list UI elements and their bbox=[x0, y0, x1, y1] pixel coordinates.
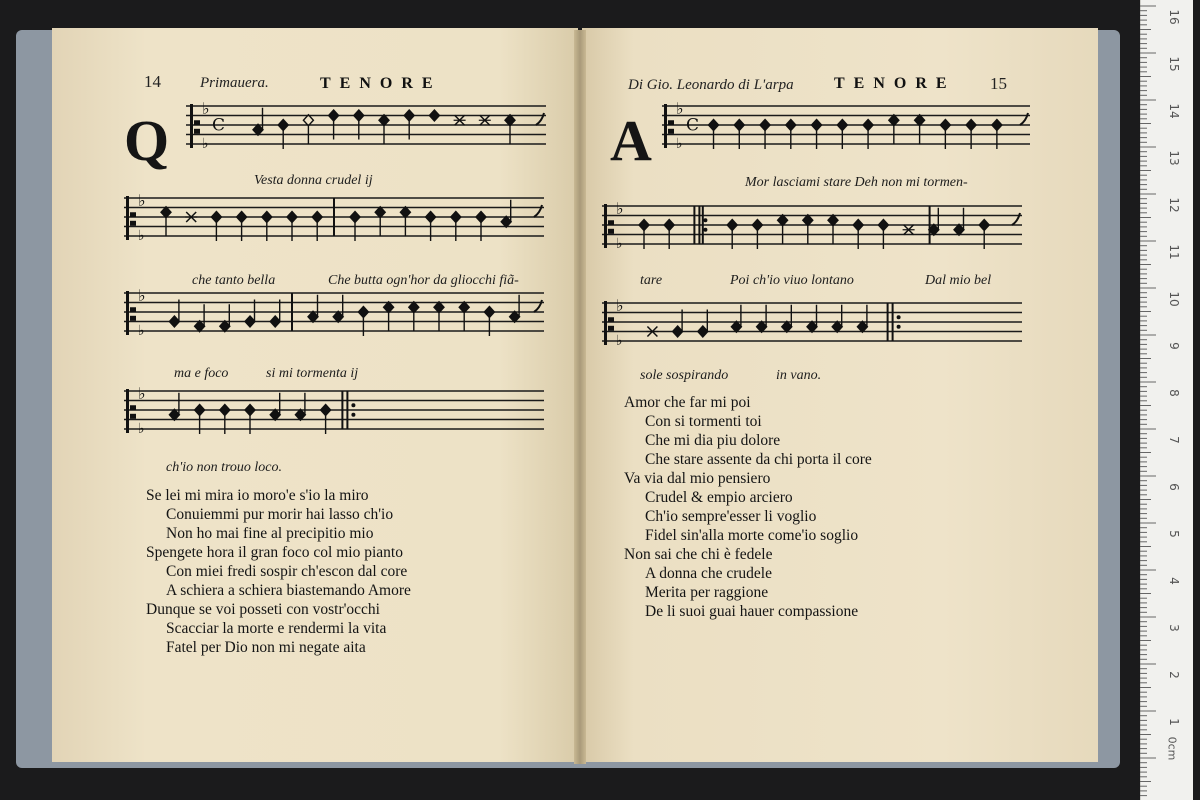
ruler-unit-label: 0cm bbox=[1165, 736, 1179, 761]
note bbox=[459, 302, 469, 332]
verse-line: Va via dal mio pensiero bbox=[624, 470, 771, 487]
left-running-title: Primauera. bbox=[200, 75, 269, 91]
sharp-sign bbox=[454, 115, 466, 125]
lyric-line: Poi ch'io viuo lontano bbox=[730, 273, 854, 288]
note bbox=[169, 300, 179, 328]
note bbox=[253, 108, 263, 136]
lyric-line: in vano. bbox=[776, 368, 822, 383]
note bbox=[889, 115, 899, 145]
note bbox=[698, 310, 708, 338]
note bbox=[295, 393, 305, 421]
music-staff bbox=[662, 100, 1030, 156]
left-folio: 14 bbox=[144, 72, 161, 91]
note bbox=[384, 302, 394, 332]
lyric-line: ma e foco bbox=[174, 366, 229, 381]
verse-line: Crudel & empio arciero bbox=[645, 489, 793, 506]
flat-sign: ♭ bbox=[138, 191, 146, 210]
ruler-number: 5 bbox=[1167, 530, 1181, 538]
verse-line: A schiera a schiera biastemando Amore bbox=[166, 582, 411, 599]
lyric-line: si mi tormenta ij bbox=[266, 366, 359, 381]
c-clef bbox=[126, 196, 136, 240]
music-staff bbox=[602, 200, 1022, 256]
note bbox=[803, 215, 813, 245]
music-staff bbox=[124, 287, 544, 343]
note bbox=[270, 393, 280, 421]
verse-line: Fatel per Dio non mi negate aita bbox=[166, 639, 366, 656]
note bbox=[303, 115, 313, 145]
note bbox=[161, 207, 171, 237]
note bbox=[308, 295, 318, 323]
ruler-number: 7 bbox=[1167, 436, 1181, 444]
ruler-number: 8 bbox=[1167, 389, 1181, 397]
ruler-number: 1 bbox=[1167, 718, 1181, 726]
ruler-number: 2 bbox=[1167, 671, 1181, 679]
ruler-number: 4 bbox=[1167, 577, 1181, 585]
c-clef bbox=[604, 301, 614, 345]
verse-line: Con si tormenti toi bbox=[645, 413, 762, 430]
note bbox=[429, 110, 439, 121]
note bbox=[673, 310, 683, 338]
note bbox=[434, 302, 444, 332]
flat-sign: ♭ bbox=[138, 228, 145, 244]
music-staff bbox=[186, 100, 546, 156]
note bbox=[505, 115, 515, 145]
ruler-number: 11 bbox=[1167, 244, 1181, 260]
flat-sign: ♭ bbox=[202, 136, 209, 152]
c-clef bbox=[190, 104, 200, 148]
verse-line: Conuiemmi pur morir hai lasso ch'io bbox=[166, 506, 394, 523]
verse-line: Dunque se voi posseti con vostr'occhi bbox=[146, 601, 380, 618]
note bbox=[807, 305, 817, 333]
lyric-line: Mor lasciami stare Deh non mi tormen- bbox=[745, 175, 968, 190]
left-voice-label: TENORE bbox=[320, 75, 442, 92]
verse-line: Non sai che chi è fedele bbox=[624, 546, 773, 563]
lyric-line: sole sospirando bbox=[640, 368, 729, 383]
lyric-line: tare bbox=[640, 273, 663, 288]
note bbox=[501, 200, 511, 228]
note bbox=[954, 208, 964, 236]
verse-line: Spengete hora il gran foco col mio pianto bbox=[146, 544, 403, 561]
sharp-sign bbox=[479, 115, 491, 125]
note bbox=[169, 393, 179, 421]
flat-sign: ♭ bbox=[616, 236, 623, 252]
book-gutter bbox=[574, 30, 586, 764]
ruler-number: 6 bbox=[1167, 483, 1181, 491]
verse-line: Non ho mai fine al precipitio mio bbox=[166, 525, 374, 542]
c-clef bbox=[126, 389, 136, 433]
lyric-line: ch'io non trouo loco. bbox=[166, 460, 283, 475]
flat-sign: ♭ bbox=[676, 99, 684, 118]
verse-line: Che stare assente da chi porta il core bbox=[645, 451, 872, 468]
ruler-number: 9 bbox=[1167, 342, 1181, 350]
verse-line: De li suoi guai hauer compassione bbox=[645, 603, 859, 620]
verse-line: A donna che crudele bbox=[645, 565, 772, 582]
note bbox=[245, 300, 255, 328]
music-staff bbox=[124, 192, 544, 248]
c-clef bbox=[664, 104, 674, 148]
ruler-number: 12 bbox=[1167, 197, 1181, 213]
flat-sign: ♭ bbox=[202, 99, 210, 118]
note bbox=[195, 304, 205, 332]
left-drop-capital: Q bbox=[124, 108, 170, 173]
note bbox=[915, 115, 925, 145]
note bbox=[828, 215, 838, 245]
note bbox=[757, 305, 767, 333]
flat-sign: ♭ bbox=[138, 384, 146, 403]
ruler-number: 3 bbox=[1167, 624, 1181, 632]
note bbox=[333, 295, 343, 323]
c-clef bbox=[126, 291, 136, 335]
ruler-ticks bbox=[1140, 0, 1192, 800]
right-voice-label: TENORE bbox=[834, 75, 956, 92]
flat-sign: ♭ bbox=[616, 199, 624, 218]
lyric-line: Che butta ogn'hor da gliocchi fiã- bbox=[328, 273, 519, 288]
note bbox=[375, 207, 385, 237]
note bbox=[731, 305, 741, 333]
flat-sign: ♭ bbox=[138, 421, 145, 437]
note bbox=[220, 304, 230, 332]
verse-line: Con miei fredi sospir ch'escon dal core bbox=[166, 563, 408, 580]
note bbox=[409, 302, 419, 332]
time-signature: C bbox=[212, 115, 226, 136]
note bbox=[832, 305, 842, 333]
right-folio: 15 bbox=[990, 74, 1007, 93]
ruler-number: 10 bbox=[1167, 291, 1181, 307]
right-drop-capital: A bbox=[610, 108, 652, 173]
note bbox=[782, 305, 792, 333]
verse-line: Ch'io sempre'esser li voglio bbox=[645, 508, 817, 525]
flat-sign: ♭ bbox=[616, 333, 623, 349]
ruler-number: 15 bbox=[1167, 56, 1181, 72]
music-staff bbox=[124, 385, 544, 441]
sharp-sign bbox=[903, 225, 915, 235]
note bbox=[510, 295, 520, 323]
note bbox=[400, 207, 410, 237]
lyric-line: Vesta donna crudel ij bbox=[254, 173, 373, 188]
flat-sign: ♭ bbox=[676, 136, 683, 152]
verse-line: Se lei mi mira io moro'e s'io la miro bbox=[146, 487, 369, 504]
flat-sign: ♭ bbox=[616, 296, 624, 315]
ruler-number: 14 bbox=[1167, 103, 1181, 119]
note bbox=[857, 305, 867, 333]
lyric-line: che tanto bella bbox=[192, 273, 276, 288]
verse-line: Fidel sin'alla morte come'io soglio bbox=[645, 527, 859, 544]
verse-line: Merita per raggione bbox=[645, 584, 769, 601]
time-signature: C bbox=[686, 115, 700, 136]
c-clef bbox=[604, 204, 614, 248]
flat-sign: ♭ bbox=[138, 323, 145, 339]
sharp-sign bbox=[646, 327, 658, 337]
note bbox=[379, 115, 389, 145]
note bbox=[270, 300, 280, 328]
right-running-title: Di Gio. Leonardo di L'arpa bbox=[628, 77, 794, 93]
verse-line: Che mi dia piu dolore bbox=[645, 432, 781, 449]
ruler-number: 16 bbox=[1167, 9, 1181, 25]
verse-line: Amor che far mi poi bbox=[624, 394, 751, 411]
custos bbox=[534, 300, 542, 312]
note bbox=[778, 215, 788, 245]
sharp-sign bbox=[185, 212, 197, 222]
music-staff bbox=[602, 297, 1022, 353]
lyric-line: Dal mio bel bbox=[925, 273, 992, 288]
ruler-number: 13 bbox=[1167, 150, 1181, 166]
verse-line: Scacciar la morte e rendermi la vita bbox=[166, 620, 387, 637]
flat-sign: ♭ bbox=[138, 286, 146, 305]
